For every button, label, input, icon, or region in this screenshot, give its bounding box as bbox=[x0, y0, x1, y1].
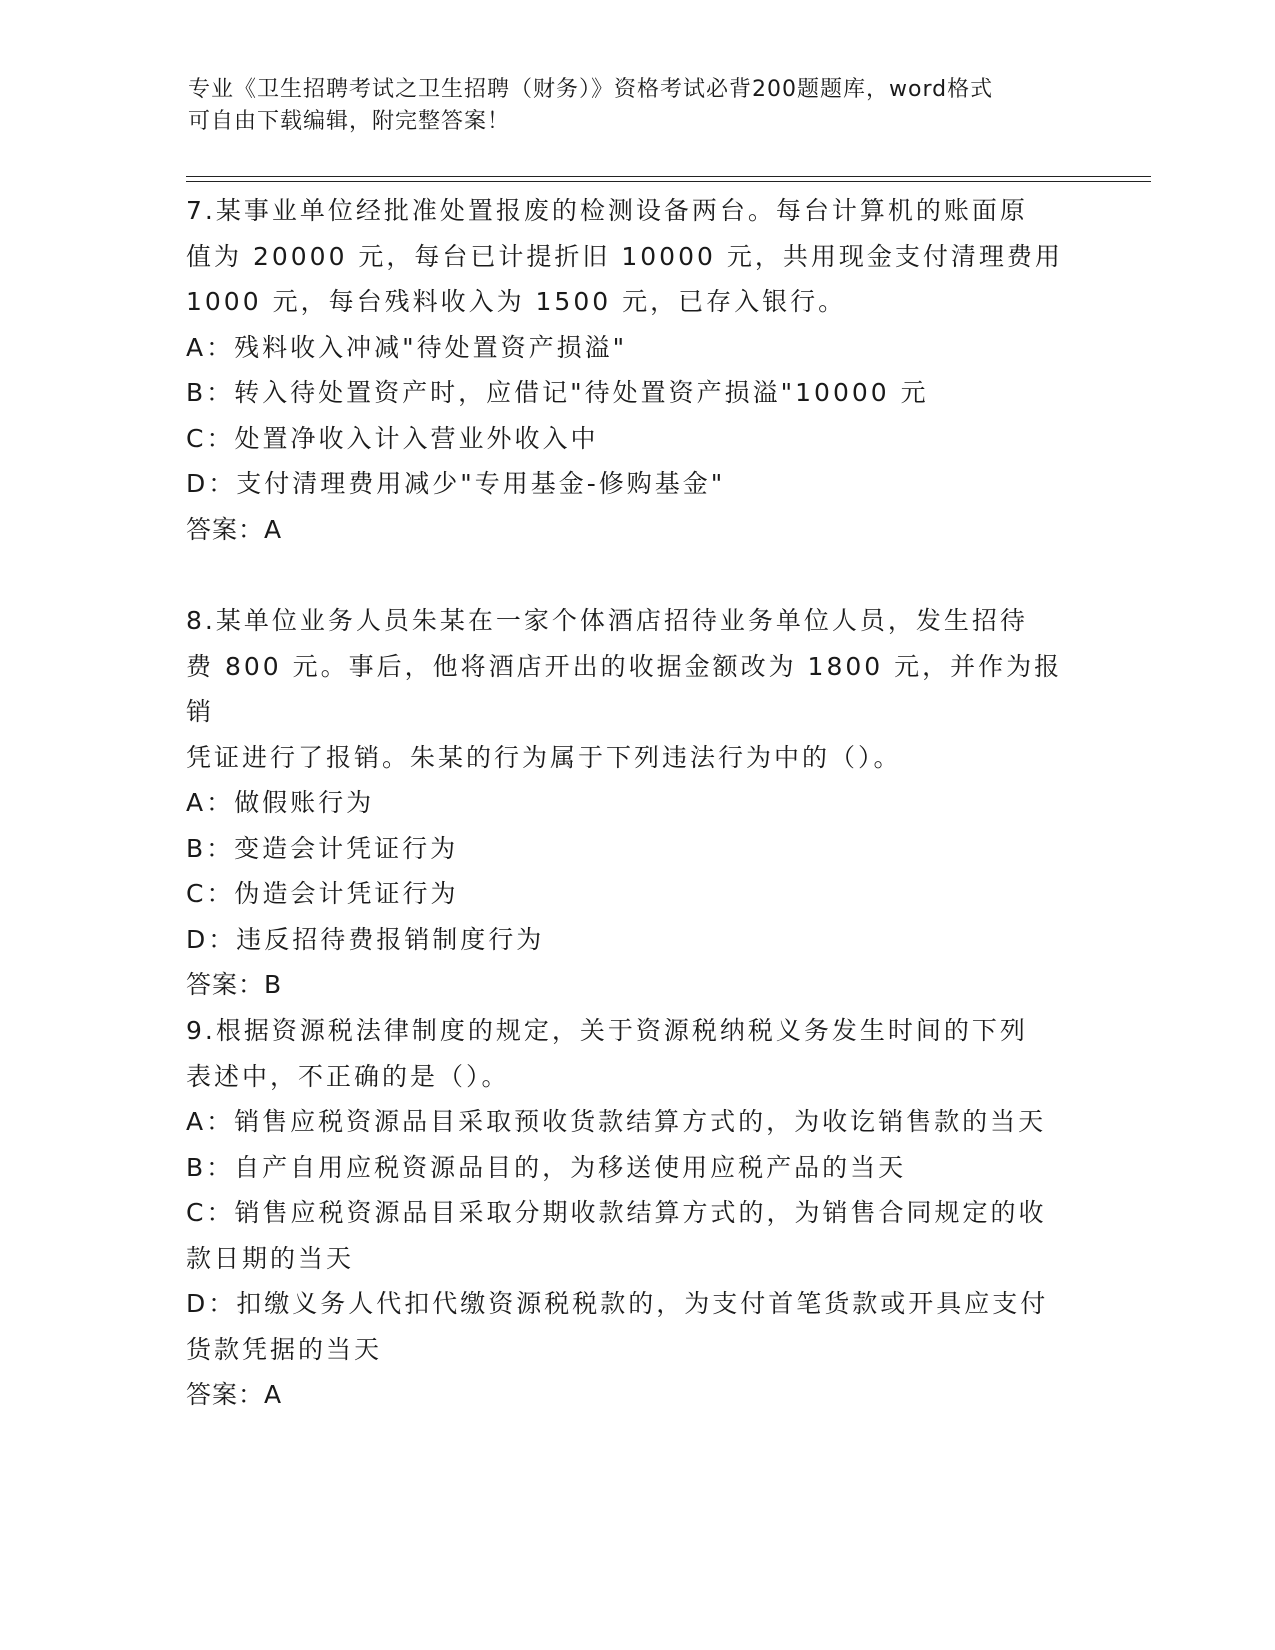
option-c: C：伪造会计凭证行为 bbox=[186, 879, 459, 908]
question-stem-line: 费 800 元。事后，他将酒店开出的收据金额改为 1800 元，并作为报销 bbox=[186, 651, 1063, 726]
header-line: 可自由下载编辑，附完整答案！ bbox=[188, 109, 511, 134]
header-divider bbox=[186, 181, 1151, 182]
option-d-continued: 货款凭据的当天 bbox=[186, 1334, 383, 1364]
option-c: C：销售应税资源品目采取分期收款结算方式的，为销售合同规定的收 bbox=[186, 1198, 1047, 1227]
question-stem-line: 凭证进行了报销。朱某的行为属于下列违法行为中的（）。 bbox=[186, 742, 902, 772]
answer-line: 答案：A bbox=[186, 1380, 283, 1409]
option-a: A：做假账行为 bbox=[186, 788, 375, 817]
question-stem-line: 7.某事业单位经批准处置报废的检测设备两台。每台计算机的账面原 bbox=[186, 196, 1028, 225]
question-stem-line: 9.根据资源税法律制度的规定，关于资源税纳税义务发生时间的下列 bbox=[186, 1016, 1028, 1045]
option-a: A：销售应税资源品目采取预收货款结算方式的，为收讫销售款的当天 bbox=[186, 1107, 1047, 1136]
option-a: A：残料收入冲减"待处置资产损溢" bbox=[186, 332, 628, 362]
answer-line: 答案：A bbox=[186, 514, 283, 544]
question-block bbox=[186, 598, 1081, 1008]
document-header bbox=[188, 74, 1068, 138]
header-line: 专业《卫生招聘考试之卫生招聘（财务）》资格考试必背200题题库，word格式 bbox=[188, 77, 994, 102]
option-b: B：转入待处置资产时，应借记"待处置资产损溢"10000 元 bbox=[186, 378, 929, 407]
question-block bbox=[186, 188, 1081, 552]
option-b: B：自产自用应税资源品目的，为移送使用应税产品的当天 bbox=[186, 1152, 907, 1182]
question-block bbox=[186, 1008, 1081, 1418]
question-stem-line: 值为 20000 元，每台已计提折旧 10000 元，共用现金支付清理费用 bbox=[186, 241, 1063, 271]
option-d: D：支付清理费用减少"专用基金-修购基金" bbox=[186, 469, 726, 498]
answer-line: 答案：B bbox=[186, 970, 283, 999]
option-c-continued: 款日期的当天 bbox=[186, 1243, 355, 1273]
header-divider bbox=[186, 176, 1151, 177]
option-d: D：扣缴义务人代扣代缴资源税税款的，为支付首笔货款或开具应支付 bbox=[186, 1289, 1049, 1318]
option-d: D：违反招待费报销制度行为 bbox=[186, 924, 545, 954]
question-stem-line: 1000 元，每台残料收入为 1500 元，已存入银行。 bbox=[186, 287, 847, 316]
option-b: B：变造会计凭证行为 bbox=[186, 833, 459, 863]
question-stem-line: 8.某单位业务人员朱某在一家个体酒店招待业务单位人员，发生招待 bbox=[186, 606, 1028, 635]
option-c: C：处置净收入计入营业外收入中 bbox=[186, 423, 599, 453]
question-stem-line: 表述中，不正确的是（）。 bbox=[186, 1061, 510, 1091]
